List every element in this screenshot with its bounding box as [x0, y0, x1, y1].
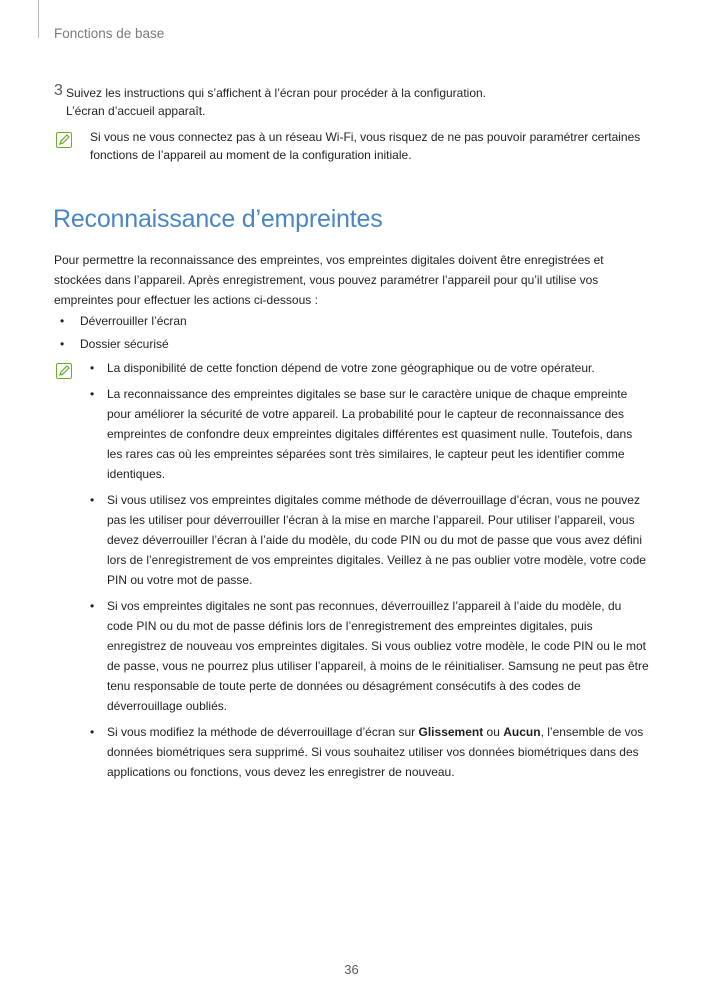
bullet-dot: •	[90, 387, 95, 401]
option-glissement: Glissement	[418, 725, 484, 739]
step-number: 3	[54, 82, 63, 99]
bullet-dot: •	[60, 337, 65, 351]
note-wifi: Si vous ne vous connectez pas à un réseau Wi-Fi, vous risquez de ne pas pouvoir paramétrer certaines fonctions de l’appareil au moment de la configuration initiale.	[90, 130, 641, 162]
section-intro: Pour permettre la reconnaissance des empreintes, vos empreintes digitales doivent être enregistrées et stockées dans l’appareil. Après enregistrement, vous pouvez paramétrer l’appareil pour qu’il utilise vos empreintes pour effectuer les actions ci-dessous :	[54, 253, 604, 307]
list-item	[90, 722, 650, 782]
list-item	[54, 335, 654, 353]
bullet-dot: •	[60, 314, 65, 328]
action-list	[54, 312, 654, 358]
bullet-dot: •	[90, 361, 95, 375]
note-text: La reconnaissance des empreintes digitales se base sur le caractère unique de chaque empreinte pour améliorer la sécurité de votre appareil. La probabilité pour le capteur de reconnaissance des empreintes de confondre deux empreintes digitales différentes est quasiment nulle. Toutefois, dans les rares cas où les empreintes séparées sont très similaires, le capteur peut les identifier comme identiques.	[107, 387, 633, 481]
bullet-dot: •	[90, 725, 95, 739]
section-title: Reconnaissance d’empreintes	[53, 205, 383, 233]
corner-rule	[38, 0, 39, 38]
list-item	[90, 490, 650, 590]
note-text	[107, 725, 643, 779]
list-item-text: Dossier sécurisé	[80, 337, 169, 351]
option-aucun: Aucun	[503, 725, 541, 739]
list-item	[90, 596, 650, 716]
note-text-suffix: , l’ensemble de vos données biométriques sera supprimé. Si vous souhaitez utiliser vos données biométriques dans des applications ou fonctions, vous devez les enregistrer de nouveau.	[107, 725, 644, 779]
step-text	[66, 84, 486, 120]
note-text: La disponibilité de cette fonction dépend de votre zone géographique ou de votre opérateur.	[107, 361, 595, 375]
note-text-middle: ou	[483, 725, 504, 739]
note-text: Si vos empreintes digitales ne sont pas reconnues, déverrouillez l’appareil à l’aide du modèle, du code PIN ou du mot de passe définis lors de l’enregistrement des empreintes digitales, puis enregistrez de nouveau vos empreintes digitales. Si vous oubliez votre modèle, le code PIN ou le mot de passe, vous ne pourrez plus utiliser l’appareil, à moins de le réinitialiser. Samsung ne peut pas être tenu responsable de toute perte de données ou désagrément consécutifs à des codes de déverrouillage oubliés.	[107, 599, 649, 713]
page-number: 36	[344, 962, 359, 977]
bullet-dot: •	[90, 493, 95, 507]
step-line-1: Suivez les instructions qui s’affichent à l’écran pour procéder à la configuration.	[66, 86, 487, 100]
fingerprint-notes	[90, 358, 650, 788]
list-item	[90, 384, 650, 484]
list-item	[54, 312, 654, 330]
list-item	[90, 358, 650, 378]
list-item-text: Déverrouiller l’écran	[80, 314, 187, 328]
note-pencil-icon	[56, 363, 72, 379]
note-pencil-icon	[56, 132, 72, 148]
bullet-dot: •	[90, 599, 95, 613]
note-text-prefix: Si vous modifiez la méthode de déverrouillage d’écran sur	[107, 725, 419, 739]
step-line-2: L’écran d’accueil apparaît.	[66, 104, 206, 118]
note-text: Si vous utilisez vos empreintes digitales comme méthode de déverrouillage d’écran, vous ne pouvez pas les utiliser pour déverrouiller l’écran à la mise en marche l’appareil. Pour utiliser l’appareil, vous devez déverrouiller l’écran à l’aide du modèle, du code PIN ou du mot de passe que vous avez défini lors de l’enregistrement de vos empreintes digitales. Veillez à ne pas oublier votre modèle, votre code PIN ou votre mot de passe.	[107, 493, 646, 587]
running-header: Fonctions de base	[54, 26, 165, 41]
